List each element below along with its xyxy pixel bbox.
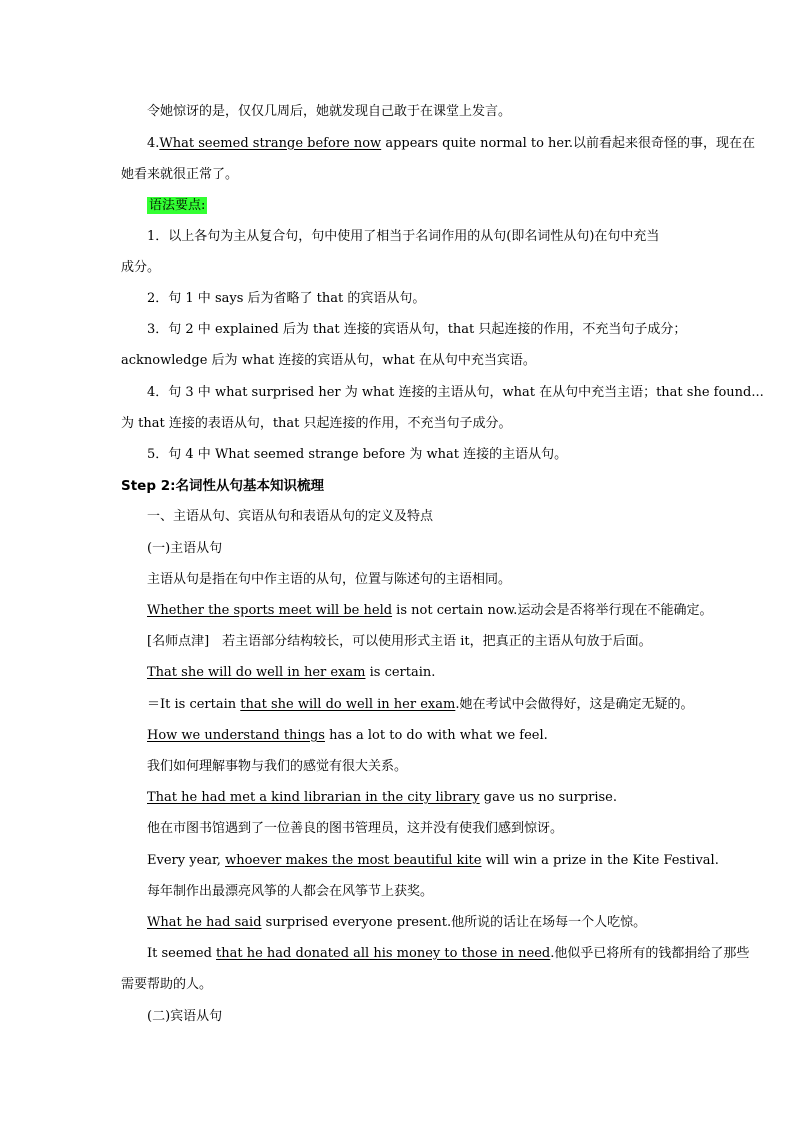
text-segment: gave us no surprise. — [479, 790, 618, 805]
text-segment: 5．句 4 中 What seemed strange before 为 what 连接的主语从句。 — [147, 447, 568, 462]
example-sentence — [147, 945, 750, 963]
text-line — [147, 290, 677, 308]
translation-line — [147, 758, 677, 776]
underlined-clause: How we understand things — [147, 728, 325, 743]
section-label — [147, 197, 677, 215]
text-line — [147, 446, 677, 464]
text-segment: 4．句 3 中 what surprised her 为 what 连接的主语从句，what 在从句中充当主语；that she found... — [147, 385, 764, 400]
section-heading — [121, 477, 677, 495]
text-segment: 他在市图书馆遇到了一位善良的图书管理员，这并没有使我们感到惊讶。 — [147, 821, 564, 836]
text-line — [147, 135, 756, 153]
example-sentence — [147, 914, 677, 932]
example-sentence — [147, 696, 694, 714]
underlined-clause: What seemed strange before now — [159, 136, 382, 151]
translation-line — [121, 976, 677, 994]
text-segment: .她在考试中会做得好，这是确定无疑的。 — [455, 697, 694, 712]
text-segment: 3．句 2 中 explained 后为 that 连接的宾语从句，that 只起连接的作用，不充当句子成分； — [147, 322, 687, 337]
example-sentence — [147, 852, 719, 870]
text-segment: 4. — [147, 136, 160, 151]
text-segment: surprised everyone present.他所说的话让在场每一个人吃惊。 — [261, 915, 647, 930]
text-segment: 成分。 — [121, 260, 161, 275]
text-segment: 2．句 1 中 says 后为省略了 that 的宾语从句。 — [147, 291, 426, 306]
text-segment: 需要帮助的人。 — [121, 977, 213, 992]
subsection-heading — [147, 540, 677, 558]
underlined-clause: That she will do well in her exam — [147, 665, 366, 680]
text-line — [121, 415, 677, 433]
text-segment: ＝It is certain — [147, 697, 241, 712]
text-line — [121, 259, 677, 277]
text-segment: (一)主语从句 — [147, 541, 223, 556]
text-line — [147, 633, 677, 651]
underlined-clause: that she will do well in her exam — [240, 697, 456, 712]
text-segment: is not certain now.运动会是否将举行现在不能确定。 — [392, 603, 713, 618]
example-sentence — [147, 602, 713, 620]
text-segment: is certain. — [365, 665, 436, 680]
text-segment: will win a prize in the Kite Festival. — [481, 853, 719, 868]
text-segment: 一、主语从句、宾语从句和表语从句的定义及特点 — [147, 509, 434, 524]
text-line — [121, 166, 677, 184]
example-sentence — [147, 664, 677, 682]
translation-line — [147, 820, 677, 838]
underlined-clause: What he had said — [147, 915, 262, 930]
text-segment: Every year, — [147, 853, 226, 868]
text-segment: [名师点津] 若主语部分结构较长，可以使用形式主语 it，把真正的主语从句放于后面。 — [147, 634, 652, 649]
example-sentence — [147, 727, 677, 745]
text-segment: 每年制作出最漂亮风筝的人都会在风筝节上获奖。 — [147, 884, 434, 899]
underlined-clause: Whether the sports meet will be held — [147, 603, 393, 618]
text-segment: has a lot to do with what we feel. — [324, 728, 548, 743]
text-segment: (二)宾语从句 — [147, 1009, 223, 1024]
text-segment: 我们如何理解事物与我们的感觉有很大关系。 — [147, 759, 408, 774]
underlined-clause: whoever makes the most beautiful kite — [225, 853, 482, 868]
example-sentence — [147, 789, 677, 807]
translation-line — [147, 883, 677, 901]
text-line — [147, 103, 677, 121]
underlined-clause: That he had met a kind librarian in the city library — [147, 790, 480, 805]
text-line — [121, 352, 677, 370]
text-line — [147, 228, 677, 246]
highlighted-label: 语法要点: — [149, 198, 206, 213]
underlined-clause: that he had donated all his money to those in need — [216, 946, 551, 961]
text-segment: .他似乎已将所有的钱都捐给了那些 — [550, 946, 750, 961]
text-segment: It seemed — [147, 946, 217, 961]
text-segment: appears quite normal to her.以前看起来很奇怪的事，现在在 — [381, 136, 756, 151]
text-line — [147, 508, 677, 526]
text-segment: acknowledge 后为 what 连接的宾语从句，what 在从句中充当宾语。 — [121, 353, 536, 368]
text-line — [147, 571, 677, 589]
text-segment: Step 2:名词性从句基本知识梳理 — [121, 478, 324, 494]
subsection-heading — [147, 1008, 677, 1026]
text-line — [147, 321, 687, 339]
text-line — [147, 384, 764, 402]
text-segment: 她看来就很正常了。 — [121, 167, 239, 182]
text-segment: 为 that 连接的表语从句，that 只起连接的作用，不充当句子成分。 — [121, 416, 512, 431]
text-segment: 1．以上各句为主从复合句，句中使用了相当于名词作用的从句(即名词性从句)在句中充当 — [147, 229, 660, 244]
text-segment: 令她惊讶的是，仅仅几周后，她就发现自己敢于在课堂上发言。 — [147, 104, 512, 119]
text-segment: 主语从句是指在句中作主语的从句，位置与陈述句的主语相同。 — [147, 572, 512, 587]
